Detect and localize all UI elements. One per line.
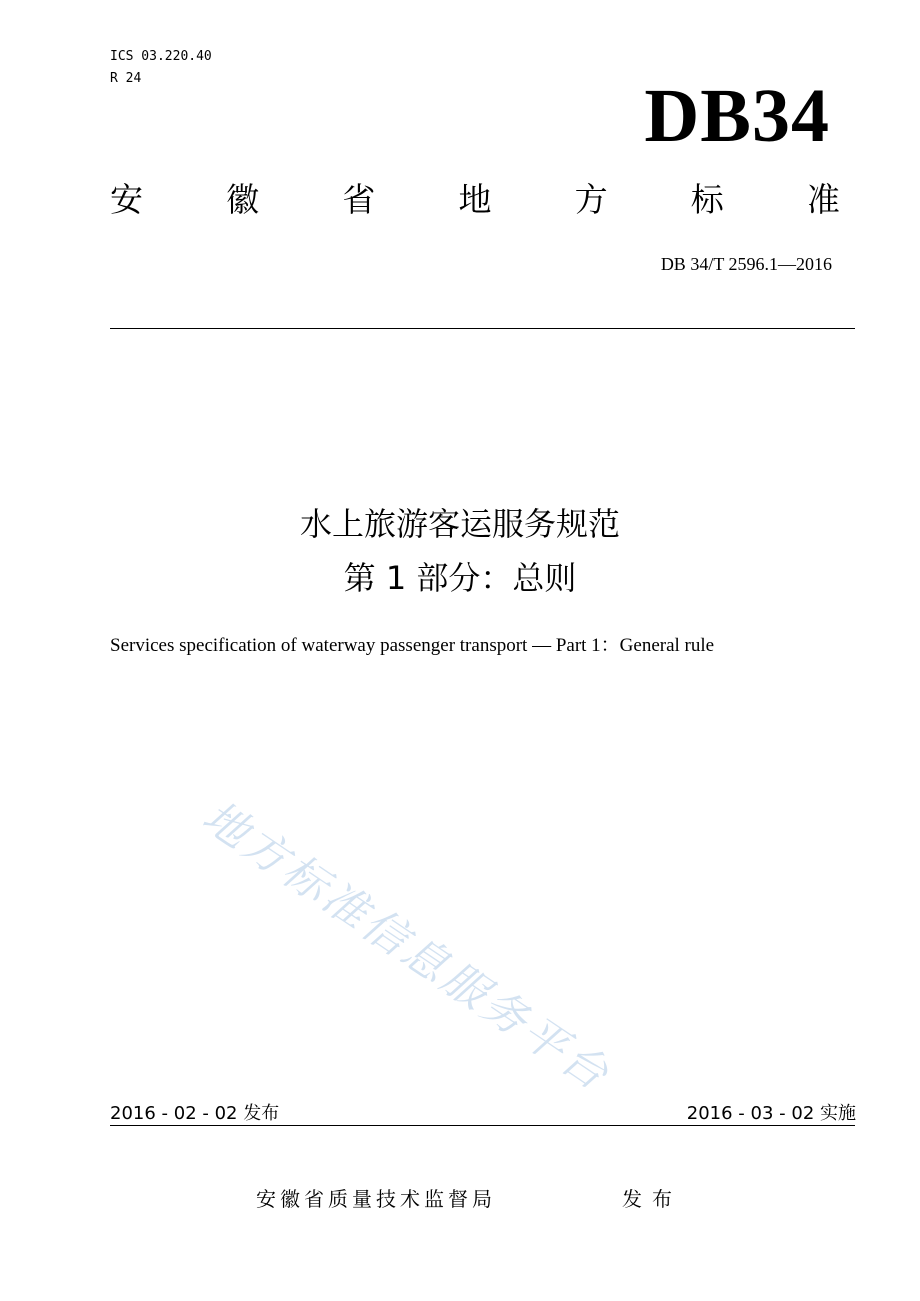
- standard-type-char: 方: [574, 180, 608, 219]
- bottom-divider: [110, 1125, 855, 1126]
- ics-code: ICS 03.220.40: [110, 49, 212, 64]
- document-subtitle: 第 1 部分：总则: [343, 559, 577, 597]
- english-title: Services specification of waterway passenger transport — Part 1：General rule: [110, 635, 715, 656]
- standard-number: DB 34/T 2596.1—2016: [660, 254, 832, 274]
- class-code: R 24: [110, 71, 142, 86]
- top-divider: [110, 328, 855, 329]
- standard-type-char: 准: [806, 180, 840, 219]
- standard-type-heading: [110, 180, 840, 220]
- publish-date: 2016 - 02 - 02 发布: [110, 1103, 280, 1124]
- standard-type-char: 标: [690, 180, 724, 219]
- issuing-authority: 安徽省质量技术监督局: [256, 1187, 496, 1211]
- standard-type-char: 省: [342, 180, 376, 219]
- issue-label: 发布: [622, 1187, 682, 1211]
- watermark: 地方标准信息服务平台: [193, 791, 620, 1102]
- document-title: 水上旅游客运服务规范: [299, 505, 620, 543]
- standard-type-char: 安: [110, 180, 143, 219]
- standard-type-char: 地: [458, 180, 492, 219]
- standard-type-char: 徽: [226, 180, 260, 219]
- db34-logo: DB34: [644, 74, 830, 158]
- classification-block: [110, 46, 212, 90]
- implement-date: 2016 - 03 - 02 实施: [686, 1103, 856, 1124]
